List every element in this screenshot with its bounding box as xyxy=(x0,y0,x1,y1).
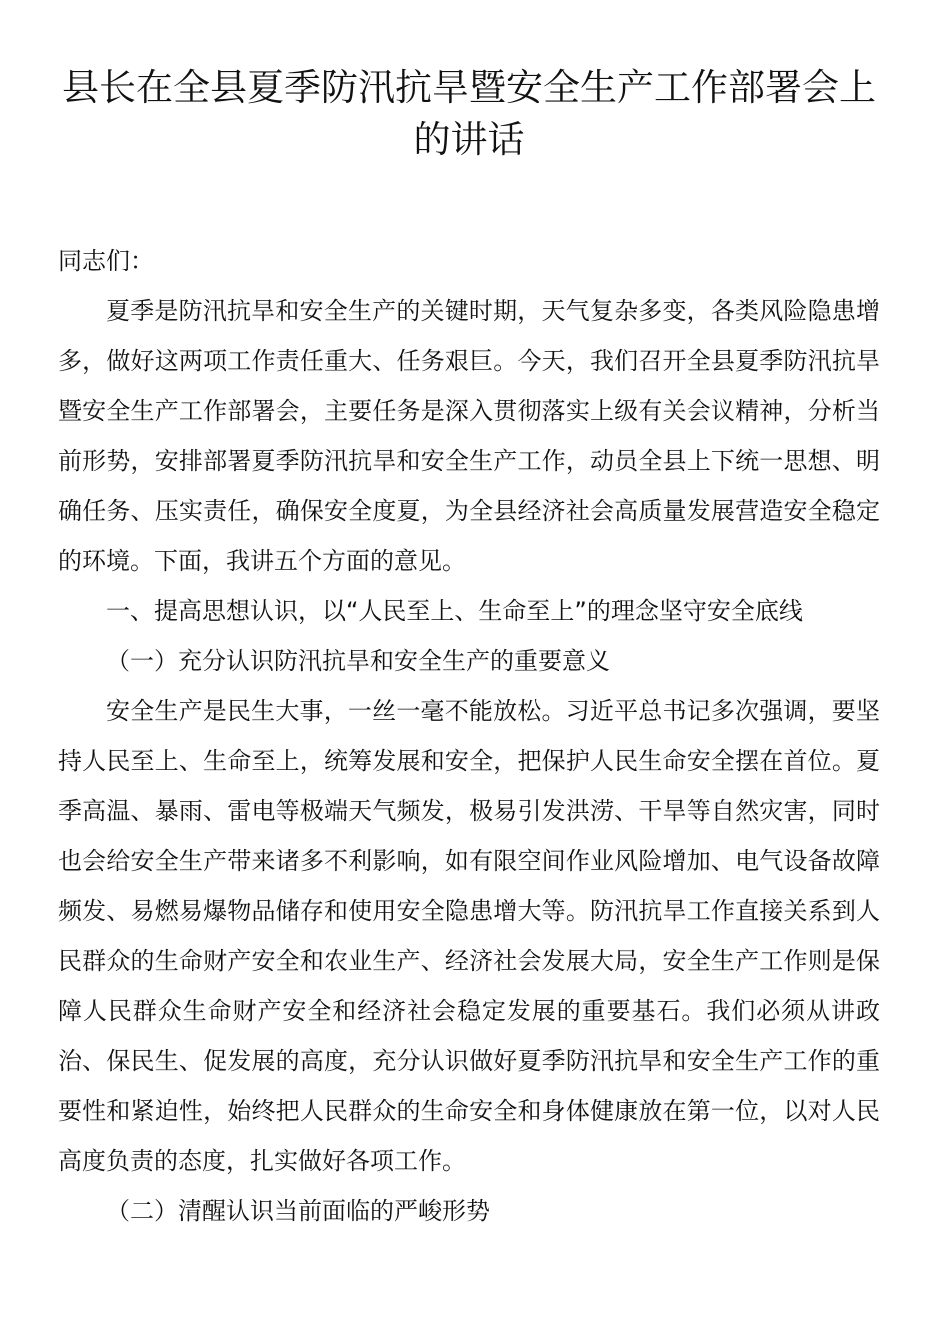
subsection-heading-2: （二）清醒认识当前面临的严峻形势 xyxy=(106,1197,490,1225)
document-title: 县长在全县夏季防汛抗旱暨安全生产工作部署会上的讲话 xyxy=(62,66,876,161)
salutation: 同志们： xyxy=(58,247,154,275)
section-heading-1: 一、提高思想认识，以“人民至上、生命至上”的理念坚守安全底线 xyxy=(106,597,803,625)
subsection-paragraph-1: 安全生产是民生大事，一丝一毫不能放松。习近平总书记多次强调，要坚持人民至上、生命至上，统筹发展和安全，把保护人民生命安全摆在首位。夏季高温、暴雨、雷电等极端天气频发，极易引发洪涝、干旱等自然灾害，同时也会给安全生产带来诸多不利影响，如有限空间作业风险增加、电气设备故障频发、易燃易爆物品储存和使用安全隐患增大等。防汛抗旱工作直接关系到人民群众的生命财产安全和农业生产、经济社会发展大局，安全生产工作则是保障人民群众生命财产安全和经济社会稳定发展的重要基石。我们必须从讲政治、保民生、促发展的高度，充分认识做好夏季防汛抗旱和安全生产工作的重要性和紧迫性，始终把人民群众的生命安全和身体健康放在第一位，以对人民高度负责的态度，扎实做好各项工作。 xyxy=(58,697,880,1175)
intro-paragraph: 夏季是防汛抗旱和安全生产的关键时期，天气复杂多变，各类风险隐患增多，做好这两项工作责任重大、任务艰巨。今天，我们召开全县夏季防汛抗旱暨安全生产工作部署会，主要任务是深入贯彻落实上级有关会议精神，分析当前形势，安排部署夏季防汛抗旱和安全生产工作，动员全县上下统一思想、明确任务、压实责任，确保安全度夏，为全县经济社会高质量发展营造安全稳定的环境。下面，我讲五个方面的意见。 xyxy=(58,297,880,575)
document-page xyxy=(58,62,880,1236)
subsection-heading-1: （一）充分认识防汛抗旱和安全生产的重要意义 xyxy=(106,647,610,675)
